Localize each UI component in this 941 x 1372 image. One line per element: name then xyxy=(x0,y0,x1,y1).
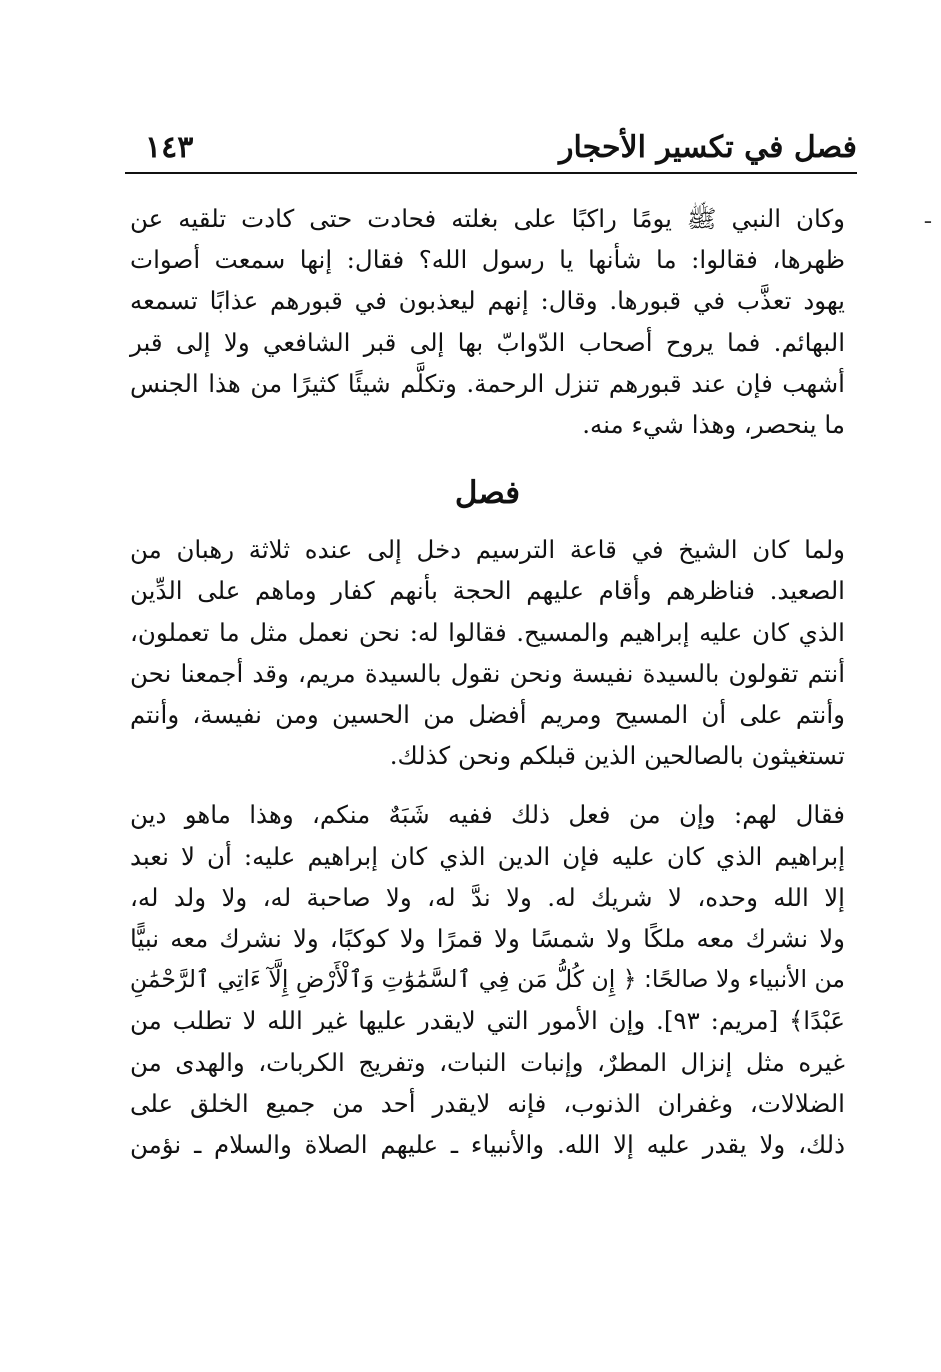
paragraph-3-line: عَبْدًا﴾ [مريم: ٩٣]. وإن الأمور التي لايقدر عليها غير الله لا تطلب من xyxy=(130,1006,845,1036)
paragraph-1-line: وكان النبي ﷺ يومًا راكبًا على بغلته فحادت حتى كادت تلقيه عن xyxy=(130,204,845,233)
paragraph-3-line: الضلالات، وغفران الذنوب، فإنه لايقدر أحد من جميع الخلق على xyxy=(130,1088,845,1118)
paragraph-3 xyxy=(130,794,845,1165)
paragraph-2-line: وأنتم على أن المسيح ومريم أفضل من الحسين ومن نفيسة، وأنتم xyxy=(130,700,845,730)
paragraph-1-line: يهود تعذَّب في قبورها. وقال: إنهم ليعذبون في قبورهم عذابًا تسمعه xyxy=(130,286,845,316)
paragraph-1-line: البهائم. فما يروح أصحاب الدّوابّ بها إلى قبر الشافعي ولا إلى قبر xyxy=(130,327,845,357)
section-heading: فصل xyxy=(454,475,521,512)
header-rule xyxy=(125,172,857,174)
margin-mark: ـ xyxy=(925,204,931,228)
paragraph-1-line: ما ينحصر، وهذا شيء منه. xyxy=(582,410,845,440)
paragraph-2-line: الصعيد. فناظرهم وأقام عليهم الحجة بأنهم كفار وماهم على الدِّين xyxy=(130,576,845,606)
paragraph-2-line: أنتم تقولون بالسيدة نفيسة ونحن نقول بالسيدة مريم، وقد أجمعنا نحن xyxy=(130,658,845,688)
paragraph-3-line: إلا الله وحده، لا شريك له. ولا ندَّ له، ولا صاحبة له، ولا ولد له، xyxy=(130,882,845,912)
page-header xyxy=(125,128,857,172)
paragraph-2-line: تستغيثون بالصالحين الذين قبلكم ونحن كذلك. xyxy=(389,741,845,771)
page-body xyxy=(130,198,845,1165)
page-number: ١٤٣ xyxy=(145,130,194,165)
running-title: فصل في تكسير الأحجار xyxy=(558,130,857,165)
paragraph-1-line: ظهرها، فقالوا: ما شأنها يا رسول الله؟ فقال: إنها سمعت أصوات xyxy=(130,245,845,275)
paragraph-2-line: ولما كان الشيخ في قاعة الترسيم دخل إلى عنده ثلاثة رهبان من xyxy=(130,535,845,565)
paragraph-1-line: أشهب فإن عند قبورهم تنزل الرحمة. وتكلَّم شيئًا كثيرًا من هذا الجنس xyxy=(130,368,845,398)
paragraph-2-line: الذي كان عليه إبراهيم والمسيح. فقالوا له: نحن نعمل مثل ما تعملون، xyxy=(130,617,845,647)
paragraph-2 xyxy=(130,529,845,776)
paragraph-3-line: ذلك، ولا يقدر عليه إلا الله. والأنبياء ـ عليهم الصلاة والسلام ـ نؤمن xyxy=(130,1130,845,1160)
paragraph-3-line: فقال لهم: وإن من فعل ذلك ففيه شَبَهٌ منكم، وهذا ماهو دين xyxy=(130,800,845,830)
paragraph-3-line: غيره مثل إنزال المطرٌ، وإنبات النبات، وتفريج الكربات، والهدى من xyxy=(130,1047,845,1077)
paragraph-3-line-quran-verse: من الأنبياء ولا صالحًا: ﴿ إِن كُلُّ مَن فِي ٱلسَّمَٰوَٰتِ وَٱلْأَرْضِ إِلَّآ ءَاتِي ٱلرَّحْمَٰنِ xyxy=(129,965,845,994)
paragraph-3-line: إبراهيم الذي كان عليه فإن الدين الذي كان إبراهيم عليه: أن لا نعبد xyxy=(130,841,845,871)
paragraph-3-line: ولا نشرك معه ملكًا ولا شمسًا ولا قمرًا ولا كوكبًا، ولا نشرك معه نبيًّا xyxy=(130,924,845,954)
paragraph-1 xyxy=(130,198,845,445)
